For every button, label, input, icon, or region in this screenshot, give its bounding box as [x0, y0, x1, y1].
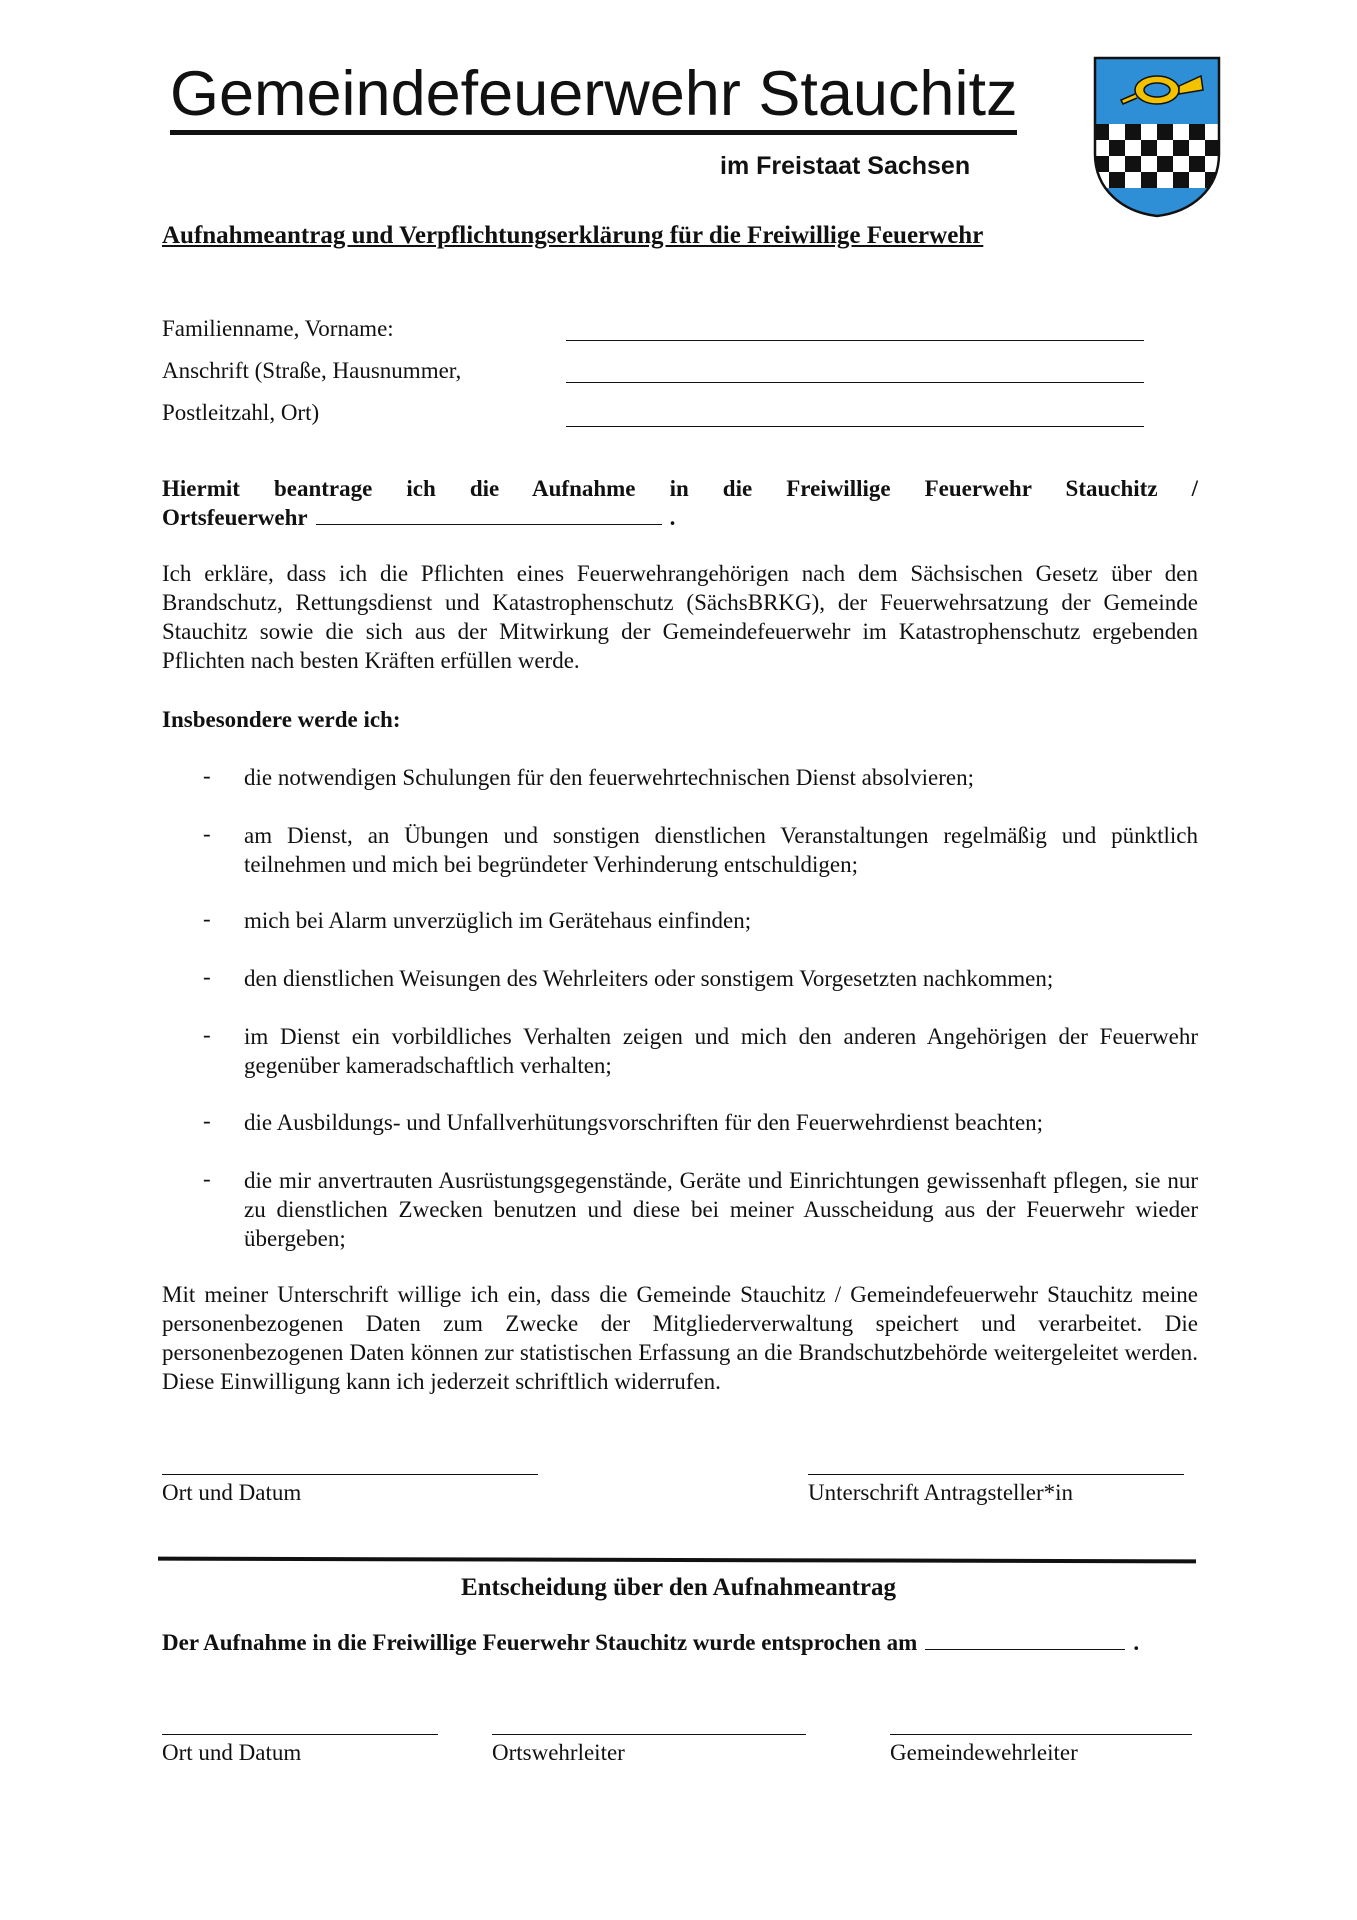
- applicant-signature-line[interactable]: [808, 1474, 1184, 1475]
- page-subtitle: im Freistaat Sachsen: [720, 152, 971, 180]
- coat-of-arms-icon: [1093, 56, 1221, 218]
- duty-item: den dienstlichen Weisungen des Wehrleiters oder sonstigem Vorgesetzten nachkommen;: [244, 966, 1054, 991]
- decision-heading: Entscheidung über den Aufnahmeantrag: [460, 1574, 897, 1601]
- local-brigade-field[interactable]: [316, 504, 662, 525]
- name-field[interactable]: [566, 340, 1144, 341]
- duty-item: mich bei Alarm unverzüglich im Gerätehaus einfinden;: [244, 908, 752, 933]
- decision-place-date-line[interactable]: [162, 1734, 438, 1735]
- bullet-marker: -: [203, 1166, 211, 1191]
- decision-text: Der Aufnahme in die Freiwillige Feuerwehr Stauchitz wurde entsprochen am: [162, 1630, 918, 1655]
- page-title: Gemeindefeuerwehr Stauchitz: [170, 58, 1017, 135]
- decision-place-date-label: Ort und Datum: [162, 1740, 302, 1765]
- application-line-2: [162, 503, 1198, 532]
- consent-paragraph: Mit meiner Unterschrift willige ich ein, dass die Gemeinde Stauchitz / Gemeindefeuerwehr Stauchitz meine personenbezogenen Daten zum Zwecke der Mitgliederverwaltung speichert und verarbeitet. Die personenbezogenen Daten können zur statistischen Erfassung an die Brandschutzbehörde weitergeleitet werden. Diese Einwilligung kann ich jederzeit schriftlich widerrufen.: [162, 1282, 1198, 1394]
- section-divider: [158, 1557, 1196, 1564]
- bullet-marker: -: [203, 964, 211, 989]
- postal-field[interactable]: [566, 426, 1144, 427]
- bullet-marker: -: [203, 1022, 211, 1047]
- application-suffix: .: [669, 505, 676, 530]
- application-prefix: Ortsfeuerwehr: [162, 505, 308, 530]
- bullet-marker: -: [203, 1108, 211, 1133]
- address-field[interactable]: [566, 382, 1144, 383]
- local-chief-label: Ortswehrleiter: [492, 1740, 625, 1765]
- place-date-signature-line[interactable]: [162, 1474, 538, 1475]
- name-label: Familienname, Vorname:: [162, 316, 394, 341]
- duty-item: im Dienst ein vorbildliches Verhalten zeigen und mich den anderen Angehörigen der Feuerwehr gegenüber kameradschaftlich verhalten;: [244, 1024, 1198, 1078]
- application-line-1: Hiermit beantrage ich die Aufnahme in die Freiwillige Feuerwehr Stauchitz /: [162, 476, 1198, 501]
- declaration-paragraph: Ich erkläre, dass ich die Pflichten eines Feuerwehrangehörigen nach dem Sächsischen Gesetz über den Brandschutz, Rettungsdienst und Katastrophenschutz (SächsBRKG), der Feuerwehrsatzung der Gemeinde Stauchitz sowie die sich aus der Mitwirkung der Gemeindefeuerwehr im Katastrophenschutz ergebenden Pflichten nach besten Kräften erfüllen werde.: [162, 561, 1198, 673]
- bullet-marker: -: [203, 821, 211, 846]
- municipal-chief-signature-line[interactable]: [890, 1734, 1192, 1735]
- duty-item: die Ausbildungs- und Unfallverhütungsvorschriften für den Feuerwehrdienst beachten;: [244, 1110, 1044, 1135]
- bullet-marker: -: [203, 906, 211, 931]
- decision-statement: [162, 1629, 1139, 1656]
- duty-item: die notwendigen Schulungen für den feuerwehrtechnischen Dienst absolvieren;: [244, 765, 975, 790]
- form-heading: Aufnahmeantrag und Verpflichtungserklärung für die Freiwillige Feuerwehr: [162, 222, 984, 249]
- local-chief-signature-line[interactable]: [492, 1734, 806, 1735]
- decision-date-field[interactable]: [925, 1629, 1125, 1650]
- place-date-label: Ort und Datum: [162, 1480, 302, 1505]
- duty-item: am Dienst, an Übungen und sonstigen dienstlichen Veranstaltungen regelmäßig und pünktlich teilnehmen und mich bei begründeter Verhinderung entschuldigen;: [244, 823, 1198, 877]
- postal-label: Postleitzahl, Ort): [162, 400, 320, 425]
- municipal-chief-label: Gemeindewehrleiter: [890, 1740, 1078, 1765]
- bullet-marker: -: [203, 763, 211, 788]
- duty-item: die mir anvertrauten Ausrüstungsgegenstände, Geräte und Einrichtungen gewissenhaft pflegen, sie nur zu dienstlichen Zwecken benutzen und diese bei meiner Ausscheidung aus der Feuerwehr wieder übergeben;: [244, 1168, 1198, 1251]
- applicant-signature-label: Unterschrift Antragsteller*in: [808, 1480, 1074, 1505]
- decision-suffix: .: [1133, 1630, 1140, 1655]
- address-label: Anschrift (Straße, Hausnummer,: [162, 358, 462, 383]
- duties-heading: Insbesondere werde ich:: [162, 707, 401, 732]
